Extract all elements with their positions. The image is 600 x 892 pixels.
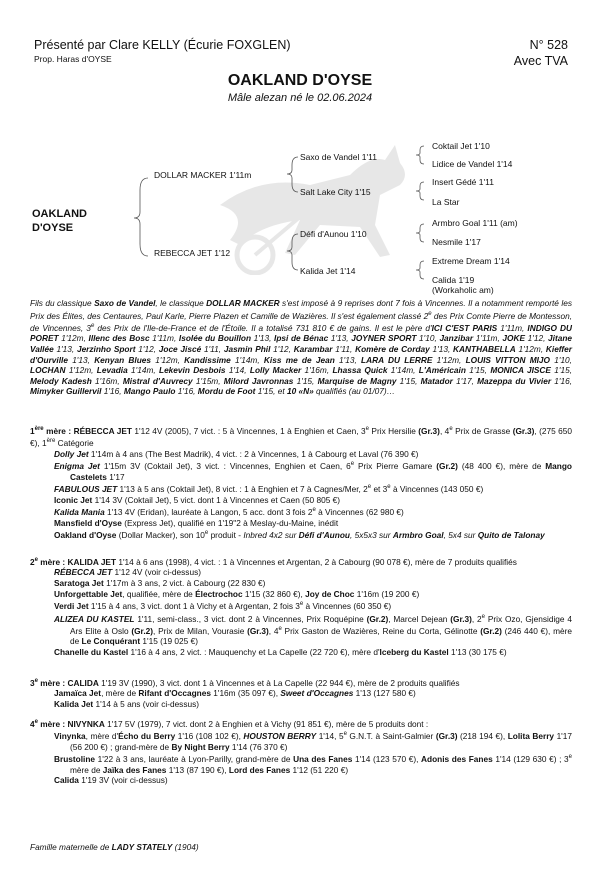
text-run: 1'15 (19 025 €) bbox=[140, 636, 198, 647]
produce-item bbox=[30, 612, 572, 647]
text-run: 2 bbox=[30, 556, 35, 567]
text-run: Saxo de Vandel bbox=[94, 298, 156, 308]
text-run: Brustoline bbox=[54, 754, 96, 765]
text-run: Ipsi de Bénac bbox=[274, 333, 329, 344]
text-run: Melody Kadesh bbox=[30, 375, 92, 386]
text-run: 1'17 bbox=[106, 471, 125, 482]
text-run: (218 194 €), bbox=[457, 731, 508, 742]
text-run: 1'16m (35 097 €), bbox=[210, 688, 281, 699]
text-run: Inbred 4x2 sur bbox=[243, 529, 299, 540]
text-run: RÉBECCA JET bbox=[73, 425, 132, 436]
text-run: Mango Castelets bbox=[70, 461, 572, 482]
dss: Armbro Goal 1'11 (am) bbox=[432, 218, 518, 228]
produce-item bbox=[30, 589, 572, 600]
text-run: Calida bbox=[54, 775, 79, 786]
text-run: 1'13, bbox=[67, 354, 95, 365]
text-run: 1'12, bbox=[525, 333, 549, 344]
text-run: 1'16, bbox=[175, 386, 198, 397]
text-run: et 3 bbox=[371, 484, 388, 495]
text-run: Écho du Berry bbox=[118, 731, 176, 742]
text-run: JOKE bbox=[502, 333, 526, 344]
sds: Insert Gédé 1'11 bbox=[432, 177, 494, 187]
horse-title: OAKLAND D'OYSE bbox=[227, 72, 373, 89]
text-run: Prix Gaston de Wazières, Reine du Corta, Gélinotte bbox=[281, 625, 481, 636]
text-run: , le classique bbox=[155, 298, 207, 308]
text-run: e bbox=[449, 426, 453, 432]
sss: Coktail Jet 1'10 bbox=[432, 141, 490, 151]
text-run: Joce Jiscé bbox=[158, 343, 202, 354]
text-run: DOLLAR MACKER bbox=[206, 298, 280, 308]
text-run: Komère de Corday bbox=[355, 343, 430, 354]
text-run: 10 «N» bbox=[286, 386, 314, 397]
text-run: 1'12m, bbox=[65, 365, 97, 376]
text-run: 1'16m, bbox=[91, 375, 123, 386]
text-run: 1'22 à 3 ans, lauréate à Lyon-Parilly, grand-mère de bbox=[95, 754, 294, 765]
sire-paragraph bbox=[30, 298, 572, 397]
text-run: 1'16m, bbox=[301, 365, 333, 376]
text-run: 1'17m à 3 ans, 2 vict. à Cabourg (22 830 €) bbox=[103, 577, 266, 588]
produce-item bbox=[30, 647, 572, 658]
text-run: 1'12m, bbox=[515, 343, 546, 354]
text-run: (Gr.2) bbox=[131, 625, 153, 636]
text-run: Lord des Fanes bbox=[228, 764, 291, 775]
text-run: , mère de bbox=[101, 688, 139, 699]
text-run: e bbox=[387, 484, 391, 491]
text-run: 1'11m, bbox=[497, 322, 528, 333]
text-run: e bbox=[34, 719, 38, 725]
pedigree-horse-name bbox=[32, 207, 87, 235]
text-run: Unforgettable Jet bbox=[54, 588, 123, 599]
text-run: e bbox=[278, 625, 282, 632]
text-run: Enigma Jet bbox=[54, 461, 100, 472]
text-run: 1'10, bbox=[549, 354, 572, 365]
text-run: 1'13, bbox=[334, 354, 362, 365]
text-run: 4 bbox=[30, 718, 35, 729]
text-run: 1'13 à 5 ans (Coktail Jet), 8 vict. : 1 à Enghien et 7 à Cagnes/Mer, 2 bbox=[117, 484, 368, 495]
text-run: RÉBECCA JET bbox=[54, 567, 113, 578]
produce-item bbox=[30, 482, 572, 494]
text-run: Prix de Grasse bbox=[452, 425, 513, 436]
text-run: ère bbox=[34, 426, 44, 432]
text-run: , 5x5x3 sur bbox=[349, 529, 393, 540]
text-run: e bbox=[299, 601, 304, 608]
property-line: Prop. Haras d'OYSE bbox=[34, 54, 112, 64]
text-run: (Gr.3) bbox=[247, 625, 269, 636]
text-run: 1'11m, bbox=[473, 333, 503, 344]
text-run: (Gr.3) bbox=[450, 613, 472, 624]
text-run: 1'11, semi-class., 3 vict. dont 2 à Vincennes, Prix Roquépine bbox=[134, 613, 367, 624]
produce-item bbox=[30, 752, 572, 775]
text-run: Prix Pierre Gamare bbox=[354, 461, 437, 472]
text-run: s'est imposé à 9 reprises dont 7 fois à Vincennes. Il a notamment remporté les Prix des Élites, des Centaures, Paul Karle, Pierre Plazen et Camille de Wazières. Il s'est également classé 2 bbox=[30, 298, 572, 321]
text-run: 1'14m, bbox=[387, 365, 419, 376]
text-run: qualifiés (au 01/07)… bbox=[313, 386, 395, 397]
text-run: 1'15, et bbox=[255, 386, 287, 397]
text-run: 1'12 4V (2005), 7 vict. : 5 à Vincennes, 1 à Enghien et Caen, 3 bbox=[131, 425, 366, 436]
dam-sire: Défi d'Aunou 1'10 bbox=[300, 229, 367, 239]
dam-heading bbox=[30, 555, 572, 567]
text-run: Lolita Berry bbox=[507, 731, 555, 742]
text-run: Sweet d'Occagnes bbox=[280, 688, 354, 699]
text-run: 1'11, bbox=[332, 343, 356, 354]
text-run: 1'14 3V (Coktail Jet), 5 vict. dont 1 à Vincennes et Caen (50 805 €) bbox=[92, 494, 340, 505]
dam-line-2 bbox=[30, 555, 572, 657]
text-run: HOUSTON BERRY bbox=[243, 731, 317, 742]
produce-item bbox=[30, 518, 572, 529]
text-run: Prix Ozo, Gjensidige 4 Ars Elite à Oslo bbox=[70, 613, 572, 636]
text-run: e bbox=[365, 426, 369, 432]
text-run: Mazeppa du Vivier bbox=[477, 375, 552, 386]
text-run: 1'12 (51 220 €) bbox=[290, 764, 349, 775]
text-run: 1'15, bbox=[293, 375, 318, 386]
text-run: 1'15, bbox=[396, 375, 421, 386]
produce-item bbox=[30, 578, 572, 589]
text-run: Jerzinho Sport bbox=[76, 343, 136, 354]
text-run: e bbox=[312, 507, 316, 514]
text-run: 1'12m, bbox=[58, 333, 89, 344]
text-run: Lekevin Desbois bbox=[159, 365, 226, 376]
text-run: Mordu de Foot bbox=[197, 386, 256, 397]
text-run: 1'11, bbox=[201, 343, 224, 354]
text-run: MONICA JISCE bbox=[490, 365, 551, 376]
text-run: Illenc des Bosc bbox=[88, 333, 150, 344]
text-run: LOCHAN bbox=[30, 365, 66, 376]
text-run: à Vincennes (143 050 €) bbox=[390, 484, 484, 495]
text-run: Défi d'Aunou bbox=[298, 529, 350, 540]
text-run: Adonis des Fanes bbox=[421, 754, 493, 765]
text-run: 1'13, bbox=[251, 333, 275, 344]
text-run: Lhassa Quick bbox=[332, 365, 388, 376]
text-run: 1'12m, bbox=[151, 354, 185, 365]
text-run: Jaïka des Fanes bbox=[102, 764, 167, 775]
text-run: 3 bbox=[30, 677, 35, 688]
sire-sire: Saxo de Vandel 1'11 bbox=[300, 152, 377, 162]
text-run: e bbox=[568, 754, 572, 761]
text-run: 1'15 (32 860 €), bbox=[242, 588, 306, 599]
text-run: à Vincennes (60 350 €) bbox=[303, 600, 392, 611]
text-run: 1'19 3V (1990), 3 vict. dont 1 à Vincennes et à La Capelle (22 944 €), mère de 2 produits qualifiés bbox=[98, 677, 460, 688]
text-run: 1'14 à 6 ans (1998), 4 vict. : 1 à Vincennes et Argentan, 2 à Cabourg (90 078 €), mère de 7 produits qualifiés bbox=[116, 556, 517, 567]
text-run: 1'13, bbox=[429, 343, 454, 354]
text-run: e bbox=[34, 557, 38, 563]
text-run: , (275 650 €), 1 bbox=[30, 425, 573, 449]
text-run: e bbox=[367, 484, 372, 491]
text-run: Dolly Jet bbox=[54, 448, 89, 459]
produce-item bbox=[30, 699, 572, 710]
dam-heading bbox=[30, 717, 572, 729]
text-run: 1'16 à 4 ans, 2 vict. : Mauquenchy et La Capelle (22 720 €), mère d' bbox=[128, 646, 380, 657]
text-run: (48 400 €), mère de bbox=[457, 461, 546, 472]
text-run: (246 440 €), mère de bbox=[70, 625, 572, 647]
text-run: Milord Javronnas bbox=[223, 375, 294, 386]
text-run: 1'13 (87 190 €), bbox=[166, 764, 229, 775]
dam-line-4 bbox=[30, 717, 572, 786]
text-run: mère : CALIDA bbox=[37, 677, 99, 688]
text-run: à Vincennes (62 980 €) bbox=[315, 506, 404, 517]
text-run: 1'14, bbox=[225, 365, 250, 376]
dam-line-1 bbox=[30, 424, 572, 541]
produce-item bbox=[30, 495, 572, 506]
vat-label: Avec TVA bbox=[513, 54, 568, 68]
text-run: 1'16 (108 102 €), bbox=[175, 731, 244, 742]
text-run: Kiss me de Jean bbox=[263, 354, 335, 365]
text-run: 1'17 5V (1979), 7 vict. dont 2 à Enghien et à Vichy (91 851 €), mère de 5 produits dont : bbox=[104, 718, 429, 729]
text-run: 1'13 (30 175 €) bbox=[448, 646, 507, 657]
text-run: des Prix Comte Pierre de Montesson, de Vincennes, 3 bbox=[30, 310, 572, 333]
dam-line-3 bbox=[30, 676, 572, 710]
text-run: 1'14m, bbox=[230, 354, 264, 365]
text-run: 1'13 (127 580 €) bbox=[353, 688, 416, 699]
text-run: 1'14 (129 630 €) ; 3 bbox=[492, 754, 569, 765]
ssd: Lidice de Vandel 1'14 bbox=[432, 159, 513, 169]
text-run: , Marcel Dejean bbox=[388, 613, 451, 624]
text-run: Rifant d'Occagnes bbox=[138, 688, 211, 699]
text-run: By Night Berry bbox=[171, 741, 230, 752]
text-run: e bbox=[350, 461, 355, 468]
text-run: ère bbox=[46, 438, 56, 445]
text-run: Mistral d'Auvrecy bbox=[122, 375, 193, 386]
sire-description bbox=[30, 298, 572, 397]
horse-description: Mâle alezan né le 02.06.2024 bbox=[227, 92, 373, 104]
horse-name-line2: D'OYSE bbox=[32, 222, 74, 234]
text-run: INDIGO DU PORET bbox=[30, 322, 572, 344]
text-run: Iceberg du Kastel bbox=[379, 646, 449, 657]
text-run: produit - bbox=[208, 529, 244, 540]
text-run: e bbox=[90, 322, 95, 329]
text-run: (Gr.3) bbox=[435, 731, 458, 742]
text-run: 1 bbox=[30, 425, 35, 436]
text-run: Le Conquérant bbox=[81, 636, 141, 647]
text-run: 1'14m à 4 ans (The Best Madrik), 4 vict. : 2 à Vincennes, 1 à Cabourg et Laval (76 390 €) bbox=[88, 448, 419, 459]
ddd bbox=[432, 275, 494, 295]
text-run: Isolée du Bouillon bbox=[178, 333, 252, 344]
text-run: 1'12, bbox=[135, 343, 159, 354]
text-run: Iconic Jet bbox=[54, 494, 93, 505]
text-run: Kalida Jet bbox=[54, 698, 94, 709]
text-run: 1'13 4V (Eridan), lauréate à Langon, 5 acc. dont 3 fois 2 bbox=[104, 506, 313, 517]
family-name: LADY STATELY bbox=[111, 842, 173, 852]
text-run: Jitane Vallée bbox=[30, 333, 573, 354]
text-run: , 4 bbox=[439, 425, 450, 436]
text-run: Chanelle du Kastel bbox=[54, 646, 129, 657]
text-run: Mango Paulo bbox=[123, 386, 176, 397]
text-run: des Prix de l'Ile-de-France et de l'Étoile. Il a totalisé 731 810 € de gains. Il est le père d' bbox=[94, 322, 432, 333]
text-run: 1'13, bbox=[53, 343, 77, 354]
text-run: 1'15m 3V (Coktail Jet), 3 vict. : Vincennes, Enghien et Caen, 6 bbox=[99, 461, 351, 472]
text-run: Oakland d'Oyse bbox=[54, 529, 117, 540]
text-run: 1'14, 5 bbox=[316, 731, 344, 742]
maternal-family bbox=[30, 842, 199, 852]
text-run: Karambar bbox=[293, 343, 333, 354]
text-run: e bbox=[481, 613, 486, 620]
text-run: mère : KALIDA JET bbox=[37, 556, 117, 567]
text-run: Mansfield d'Oyse bbox=[54, 517, 122, 528]
text-run: (Gr.2) bbox=[436, 461, 458, 472]
text-run: 1'12, bbox=[270, 343, 294, 354]
text-run: FABULOUS JET bbox=[54, 484, 118, 495]
produce-item bbox=[30, 599, 572, 611]
text-run: Saratoga Jet bbox=[54, 577, 104, 588]
produce-item bbox=[30, 528, 572, 540]
text-run: Levadia bbox=[96, 365, 128, 376]
dds: Extreme Dream 1'14 bbox=[432, 256, 510, 266]
text-run: (Gr.3) bbox=[418, 425, 440, 436]
text-run: 1'15, bbox=[465, 365, 491, 376]
text-run: 1'16m (19 200 €) bbox=[354, 588, 420, 599]
text-run: 1'10, bbox=[416, 333, 440, 344]
text-run: Armbro Goal bbox=[392, 529, 444, 540]
text-run: mère de bbox=[70, 764, 103, 775]
sdd: La Star bbox=[432, 197, 460, 207]
text-run: 1'11m, bbox=[149, 333, 179, 344]
produce-item bbox=[30, 729, 572, 752]
family-year: (1904) bbox=[172, 842, 199, 852]
text-run: 1'14 (76 370 €) bbox=[229, 741, 288, 752]
text-run: e bbox=[428, 310, 432, 317]
family-prefix: Famille maternelle de bbox=[30, 842, 112, 852]
text-run: , mère d' bbox=[85, 731, 119, 742]
produce-item bbox=[30, 775, 572, 786]
text-run: 1'17, bbox=[452, 375, 478, 386]
text-run: , 5x4 sur bbox=[443, 529, 478, 540]
text-run: Jasmin Phil bbox=[223, 343, 271, 354]
text-run: mère : bbox=[43, 425, 74, 436]
text-run: 1'15 à 4 ans, 3 vict. dont 1 à Vichy et à Argentan, 2 fois 3 bbox=[88, 600, 300, 611]
presenter-line: Présenté par Clare KELLY (Écurie FOXGLEN) bbox=[34, 38, 291, 52]
text-run: (Express Jet), qualifié en 1'19"2 à Meslay-du-Maine, inédit bbox=[121, 517, 339, 528]
text-run: 1'13, bbox=[328, 333, 352, 344]
text-run: e bbox=[34, 678, 38, 684]
text-run: JOYNER SPORT bbox=[351, 333, 417, 344]
text-run: KANTHABELLA bbox=[453, 343, 516, 354]
text-run: Verdi Jet bbox=[54, 600, 89, 611]
produce-item bbox=[30, 688, 572, 699]
text-run: Marquise de Magny bbox=[317, 375, 397, 386]
text-run: (Dollar Macker), son 10 bbox=[116, 529, 205, 540]
text-run: Una des Fanes bbox=[293, 754, 353, 765]
text-run: (Gr.2) bbox=[480, 625, 502, 636]
text-run: 1'14m, bbox=[127, 365, 159, 376]
text-run: G.N.T. à Saint-Galmier bbox=[346, 731, 436, 742]
ddd-name: Calida 1'19 bbox=[432, 275, 475, 285]
text-run: Kieffer d'Ourville bbox=[30, 343, 573, 365]
text-run: Lolly Macker bbox=[249, 365, 302, 376]
dam-dam: Kalida Jet 1'14 bbox=[300, 266, 356, 276]
text-run: Quito de Talonay bbox=[477, 529, 545, 540]
text-run: L'Américain bbox=[418, 365, 466, 376]
text-run: e bbox=[204, 530, 209, 537]
text-run: Catégorie bbox=[55, 438, 94, 449]
text-run: 1'17 (56 200 €) ; grand-mère de bbox=[70, 731, 572, 752]
sire-dam: Salt Lake City 1'15 bbox=[300, 187, 371, 197]
text-run: 1'19 3V (voir ci-dessus) bbox=[78, 775, 168, 786]
text-run: 1'14 (123 570 €), bbox=[352, 754, 422, 765]
pedigree-brackets bbox=[0, 0, 600, 300]
dsd: Nesmile 1'17 bbox=[432, 237, 481, 247]
dam: REBECCA JET 1'12 bbox=[154, 248, 231, 258]
text-run: 1'14 à 5 ans (voir ci-dessus) bbox=[93, 698, 200, 709]
text-run: 1'16, bbox=[101, 386, 124, 397]
text-run: 1'12 4V (voir ci-dessus) bbox=[112, 567, 201, 578]
dam-heading bbox=[30, 424, 572, 449]
text-run: , Prix de Milan, Vourasie bbox=[153, 625, 248, 636]
text-run: Kandissime bbox=[184, 354, 231, 365]
text-run: Fils du classique bbox=[30, 298, 95, 308]
text-run: e bbox=[343, 731, 347, 738]
text-run: Joy de Choc bbox=[305, 588, 355, 599]
text-run: Électrochoc bbox=[195, 588, 243, 599]
text-run: (Gr.2) bbox=[366, 613, 389, 624]
text-run: 1'15m, bbox=[192, 375, 224, 386]
text-run: Jamaïca Jet bbox=[54, 688, 102, 699]
lot-number: N° 528 bbox=[529, 38, 568, 52]
text-run: Vinynka bbox=[54, 731, 86, 742]
text-run: , 2 bbox=[471, 613, 482, 624]
text-run: ICI C'EST PARIS bbox=[431, 322, 498, 333]
text-run: , 4 bbox=[268, 625, 279, 636]
produce-item bbox=[30, 505, 572, 517]
text-run: LARA DU LERRE bbox=[361, 354, 433, 365]
text-run: Janzibar bbox=[439, 333, 474, 344]
sire: DOLLAR MACKER 1'11m bbox=[154, 170, 252, 180]
text-run: 1'16, bbox=[551, 375, 573, 386]
text-run: LOUIS VITTON MIJO bbox=[465, 354, 550, 365]
text-run: , qualifiée, mère de bbox=[122, 588, 196, 599]
produce-item bbox=[30, 449, 572, 460]
dam-heading bbox=[30, 676, 572, 688]
ddd-sire-note: (Workaholic am) bbox=[432, 285, 494, 295]
text-run: (Gr.3) bbox=[512, 425, 535, 436]
produce-item bbox=[30, 567, 572, 578]
text-run: 1'15, bbox=[550, 365, 573, 376]
horse-name-line1: OAKLAND bbox=[32, 208, 87, 220]
text-run: Mimyker Guillervil bbox=[30, 386, 102, 397]
text-run: mère : NIVYNKA bbox=[37, 718, 105, 729]
produce-item bbox=[30, 459, 572, 482]
text-run: 1'12m, bbox=[432, 354, 466, 365]
text-run: Matador bbox=[420, 375, 453, 386]
text-run: Kalida Mania bbox=[54, 506, 105, 517]
text-run: ALIZEA DU KASTEL bbox=[54, 613, 135, 624]
text-run: Prix Hersilie bbox=[368, 425, 419, 436]
text-run: Kenyan Blues bbox=[94, 354, 152, 365]
